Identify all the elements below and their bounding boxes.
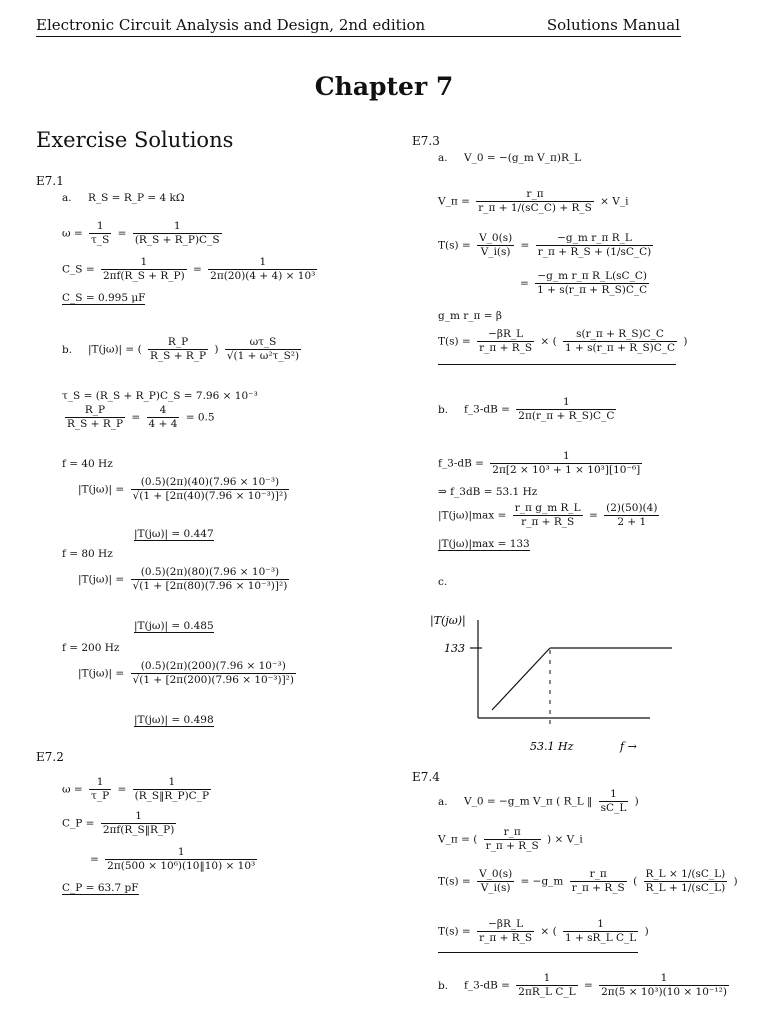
e73-a6-lhs: T(s) = xyxy=(438,335,471,348)
e72-l2-lhs: C_P = xyxy=(62,817,95,830)
header-rule xyxy=(36,36,681,37)
e74-b1-lhs: f_3-dB = xyxy=(464,979,510,992)
e73-a6-frac2: $\frac{s(r\_\pi + R\_S)C\_C}{1 + s(r\_\pi + R\_S)C\_C}$ xyxy=(565,328,676,354)
e73-a-label: a. xyxy=(438,152,448,164)
e74-a-line3: T(s) = $\frac{V\_0(s)}{V\_i(s)}$ = −g_m $\frac{r\_\pi}{r\_\pi + R\_S}$ ( $\frac{R\_L \times 1/(sC\_L)}{R\_L + 1/(sC\_L)}$ ) xyxy=(438,868,738,894)
manual-label: Solutions Manual xyxy=(546,16,680,34)
e73-a3-eq: = xyxy=(520,239,530,252)
e71-b1-frac2: $\frac{\omega\tau\_S}{\text{√(1 + ω²τ\_S²)}}$ xyxy=(226,336,300,362)
e71-a-label: a. xyxy=(62,192,72,204)
e71-a3-frac1: $\frac{1}{2\pi f(R\_S + R\_P)}$ xyxy=(102,256,185,282)
sketch-ylabel: |T(jω)| xyxy=(430,614,466,627)
e74-a3-frac3: $\frac{R\_L \times 1/(sC\_L)}{R\_L + 1/(sC\_L)}$ xyxy=(645,868,726,894)
e74-b1-frac2: $\frac{1}{\text{2π(5 × 10³)(10 × 10⁻¹²)}}$ xyxy=(601,972,727,998)
e73-b5-result: |T(jω)|max = 133 xyxy=(438,538,530,550)
e72-cp-result: C_P = 63.7 pF xyxy=(62,882,139,894)
e73-a4-frac: $\frac{\text{−g\_m r\_π R\_L(sC\_C)}}{1 + s(r\_\pi + R\_S)C\_C}$ xyxy=(537,270,648,296)
e74-a3-lhs: T(s) = xyxy=(438,875,471,888)
e74-a4-frac2: $\frac{1}{\text{1 + sR\_L C\_L}}$ xyxy=(565,918,637,944)
e74-b1-eq: = xyxy=(583,979,593,992)
e71-t200 xyxy=(78,660,299,687)
e71-b-label: b. xyxy=(62,343,73,356)
e73-a-line6: T(s) = $\frac{-\beta R\_L}{r\_\pi + R\_S}$ × ( $\frac{s(r\_\pi + R\_S)C\_C}{1 + s(r\_\pi + R\_S)C\_C}$ ) xyxy=(438,328,688,354)
e73-b-line2 xyxy=(438,450,645,477)
e71-t40-result xyxy=(134,528,214,540)
e71-b-line2: τ_S = (R_S + R_P)C_S = 7.96 × 10⁻³ xyxy=(62,390,258,402)
e74-a4-lhs: T(s) = xyxy=(438,925,471,938)
sketch-ytick-label: 133 xyxy=(444,642,465,655)
e73-b4-frac1: $\frac{\text{r\_π g\_m R\_L}}{r\_\pi + R\_S}$ xyxy=(514,502,581,528)
e72-line3 xyxy=(90,846,260,873)
e73-a3-frac1: $\frac{V\_0(s)}{V\_i(s)}$ xyxy=(479,232,513,258)
e74-b1-frac1: $\frac{1}{\text{2πR\_L C\_L}}$ xyxy=(518,972,576,998)
e73-b2-frac: $\frac{1}{\text{2π[2 × 10³ + 1 × 10³][10⁻⁶]}}$ xyxy=(492,450,641,476)
e71-b3-frac1: $\frac{R\_P}{R\_S + R\_P}$ xyxy=(67,404,124,430)
e73-a2-frac: $\frac{r\_\pi}{r\_\pi + 1/(sC\_C) + R\_S}$ xyxy=(478,188,592,214)
e72-l2-frac: $\frac{1}{2\pi f(R\_S‖R\_P)}$ xyxy=(102,810,175,836)
e73-b4-lhs: |T(jω)|max = xyxy=(438,509,507,522)
e73-a4-lhs: = xyxy=(520,277,529,290)
section-title: Exercise Solutions xyxy=(36,128,234,152)
e72-heading: E7.2 xyxy=(36,750,64,764)
e74-a1-lhs: V_0 = −g_m V_π xyxy=(464,795,553,808)
e72-l3-frac: $\frac{1}{\text{2π(500 × 10⁶)(10‖10) × 10³}}$ xyxy=(107,846,256,872)
e71-t40 xyxy=(78,476,292,503)
sketch-rise-line xyxy=(492,648,550,710)
e71-t2-res: |T(jω)| = 0.485 xyxy=(134,620,214,632)
e73-a3-lhs: T(s) = xyxy=(438,239,471,252)
e74-a1-inner: R_L ‖ xyxy=(563,795,593,808)
e71-a1: R_S = R_P = 4 kΩ xyxy=(88,192,185,204)
e71-a-line1 xyxy=(62,192,185,204)
e74-a4-underline xyxy=(438,952,638,953)
e71-a-line3 xyxy=(62,256,320,283)
e73-a2-lhs: V_π = xyxy=(438,195,470,208)
e71-t1-lhs: |T(jω)| = xyxy=(78,483,125,496)
e73-b1-lhs: f_3-dB = xyxy=(464,403,510,416)
e72-line1 xyxy=(62,776,214,803)
e74-b-line1 xyxy=(438,972,732,999)
e71-a3-lhs: C_S = xyxy=(62,263,95,276)
e71-cs-result: C_S = 0.995 μF xyxy=(62,292,146,304)
e73-b2-lhs: f_3-dB = xyxy=(438,457,484,470)
e71-b1-frac1: $\frac{R\_P}{R\_S + R\_P}$ xyxy=(150,336,207,362)
e71-b1-lhs: |T(jω)| = xyxy=(88,343,135,356)
e74-a-line4: T(s) = $\frac{-\beta R\_L}{r\_\pi + R\_S}$ × ( $\frac{1}{\text{1 + sR\_L C\_L}}$ ) xyxy=(438,918,649,944)
e73-heading: E7.3 xyxy=(412,134,440,148)
e74-a3-mid: = −g_m xyxy=(520,875,564,888)
e73-b-line1 xyxy=(438,396,619,423)
e71-b-line1: b. |T(jω)| = ( $\frac{R\_P}{R\_S + R\_P}$ ) $\frac{\omega\tau\_S}{\text{√(1 + ω²τ\_S²)}}$ xyxy=(62,336,300,362)
book-title: Electronic Circuit Analysis and Design, 2nd edition xyxy=(36,16,426,34)
e72-l1-lhs: ω = xyxy=(62,783,83,796)
e73-frequency-sketch xyxy=(420,600,710,760)
e71-t1-res: |T(jω)| = 0.447 xyxy=(134,528,214,540)
e71-a2-lhs: ω = xyxy=(62,227,83,240)
e73-b-line5 xyxy=(438,538,530,550)
e71-heading: E7.1 xyxy=(36,174,64,188)
e71-t3-res: |T(jω)| = 0.498 xyxy=(134,714,214,726)
e74-heading: E7.4 xyxy=(412,770,440,784)
e71-t3-frac: $\frac{\text{(0.5)(2π)(200)(7.96 × 10⁻³)}}{\text{√(1 + [2π(200)(7.96 × 10⁻³)]²)}}$ xyxy=(132,660,294,686)
e72-l1-frac2: $\frac{1}{(R\_S‖R\_P)C\_P}$ xyxy=(134,776,210,802)
e74-a2-frac: $\frac{r\_\pi}{r\_\pi + R\_S}$ xyxy=(485,826,539,852)
e74-a1-frac: $\frac{1}{sC\_L}$ xyxy=(600,788,627,814)
sketch-x-arrow: f → xyxy=(620,740,637,753)
e71-a2-eq: = xyxy=(117,227,127,240)
e74-a2-lhs: V_π = xyxy=(438,833,470,846)
e74-a-line2: V_π = ( $\frac{r\_\pi}{r\_\pi + R\_S}$ ) × V_i xyxy=(438,826,583,852)
e73-c-label: c. xyxy=(438,576,448,588)
e73-b-line3: ⇒ f_3dB = 53.1 Hz xyxy=(438,486,538,498)
e74-a-line1: a. V_0 = −g_m V_π ( R_L ‖ $\frac{1}{sC\_L}$ ) xyxy=(438,788,639,814)
e71-a3-frac2: $\frac{1}{\text{2π(20)(4 + 4) × 10³}}$ xyxy=(210,256,316,282)
e72-l1-frac1: $\frac{1}{\tau\_P}$ xyxy=(91,776,110,802)
e74-a2-tail: × V_i xyxy=(554,833,583,846)
e71-f80: f = 80 Hz xyxy=(62,548,113,560)
e73-a-line3 xyxy=(438,232,656,259)
e71-t80 xyxy=(78,566,292,593)
e73-a-line1 xyxy=(438,152,581,164)
chapter-title: Chapter 7 xyxy=(314,72,454,101)
e73-a3-frac2: $\frac{\text{−g\_m r\_π R\_L}}{r\_\pi + R\_S + (1/sC\_C)}$ xyxy=(537,232,652,258)
e74-b-label: b. xyxy=(438,979,449,992)
e71-t1-frac: $\frac{\text{(0.5)(2π)(40)(7.96 × 10⁻³)}}{\text{√(1 + [2π(40)(7.96 × 10⁻³)]²)}}$ xyxy=(132,476,288,502)
e74-a3-frac2: $\frac{r\_\pi}{r\_\pi + R\_S}$ xyxy=(571,868,625,894)
e71-b3-frac2: $\frac{4}{4 + 4}$ xyxy=(148,404,178,430)
e74-a4-frac1: $\frac{-\beta R\_L}{r\_\pi + R\_S}$ xyxy=(479,918,533,944)
e71-t3-lhs: |T(jω)| = xyxy=(78,667,125,680)
e71-b-line3 xyxy=(62,404,215,431)
e73-a-line2 xyxy=(438,188,628,215)
e72-l3-lhs: = xyxy=(90,853,99,866)
e71-a-result xyxy=(62,292,145,304)
e73-b4-eq: = xyxy=(588,509,598,522)
e71-t80-result xyxy=(134,620,214,632)
e73-b1-frac: $\frac{1}{2\pi(r\_\pi + R\_S)C\_C}$ xyxy=(518,396,615,422)
e73-b-label: b. xyxy=(438,403,449,416)
e71-b3-eq: = xyxy=(131,411,141,424)
e73-b-line4 xyxy=(438,502,662,529)
e72-result xyxy=(62,882,139,894)
e72-line2 xyxy=(62,810,179,837)
e71-a3-eq: = xyxy=(193,263,202,276)
e73-a2-tail: × V_i xyxy=(600,195,629,208)
e71-a-line2 xyxy=(62,220,225,247)
e73-a-line5: g_m r_π = β xyxy=(438,310,502,322)
e73-a-line4 xyxy=(520,270,652,297)
e71-t2-lhs: |T(jω)| = xyxy=(78,573,125,586)
e73-a1: V_0 = −(g_m V_π)R_L xyxy=(464,152,582,164)
e71-f200: f = 200 Hz xyxy=(62,642,120,654)
sketch-xtick-label: 53.1 Hz xyxy=(530,740,574,753)
e71-b3-result: = 0.5 xyxy=(185,411,215,424)
e71-a2-frac1: $\frac{1}{\tau\_S}$ xyxy=(91,220,110,246)
e73-a6-frac1: $\frac{-\beta R\_L}{r\_\pi + R\_S}$ xyxy=(479,328,533,354)
e71-f40: f = 40 Hz xyxy=(62,458,113,470)
e71-t2-frac: $\frac{\text{(0.5)(2π)(80)(7.96 × 10⁻³)}}{\text{√(1 + [2π(80)(7.96 × 10⁻³)]²)}}$ xyxy=(132,566,288,592)
e73-a6-underline xyxy=(438,364,676,365)
e74-a3-frac1: $\frac{V\_0(s)}{V\_i(s)}$ xyxy=(479,868,513,894)
e71-t200-result xyxy=(134,714,214,726)
e74-a4-times: × xyxy=(540,925,550,938)
e71-a2-frac2: $\frac{1}{(R\_S + R\_P)C\_S}$ xyxy=(134,220,220,246)
e72-l1-eq: = xyxy=(117,783,127,796)
e74-a-label: a. xyxy=(438,795,448,808)
e73-a6-times: × xyxy=(540,335,550,348)
e73-b4-frac2: $\frac{(2)(50)(4)}{2 + 1}$ xyxy=(606,502,658,528)
